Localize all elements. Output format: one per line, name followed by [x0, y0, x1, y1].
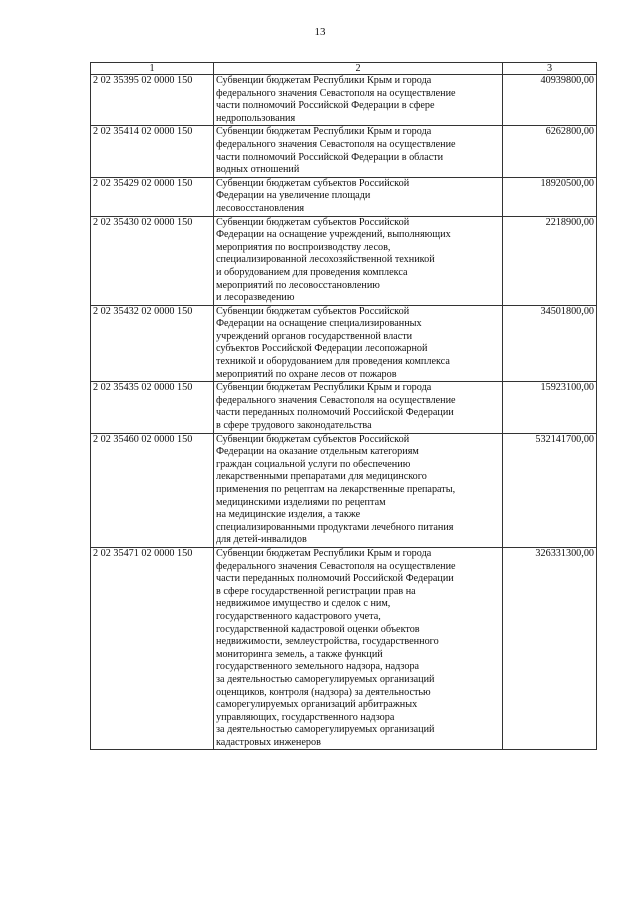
- subvention-description: Субвенции бюджетам субъектов Российской Федерации на увеличение площади лесовосстановления: [214, 177, 503, 216]
- table-row: [91, 177, 597, 216]
- budget-code: 2 02 35430 02 0000 150: [91, 216, 214, 305]
- amount: 2218900,00: [503, 216, 597, 305]
- amount: 18920500,00: [503, 177, 597, 216]
- amount: 34501800,00: [503, 305, 597, 382]
- subvention-description: Субвенции бюджетам субъектов Российской Федерации на оснащение учреждений, выполняющих мероприятия по воспроизводству лесов, специализированной лесохозяйственной техникой и оборудованием для проведения комплекса мероприятий по лесовосстановлению и лесоразведению: [214, 216, 503, 305]
- table-row: [91, 433, 597, 547]
- table-header-row: [91, 63, 597, 75]
- column-header-2: 2: [214, 63, 503, 75]
- subvention-description: Субвенции бюджетам субъектов Российской Федерации на оказание отдельным категориям граждан социальной услуги по обеспечению лекарственными препаратами для медицинского применения по рецептам на лекарственные препараты, медицинскими изделиями по рецептам на медицинские изделия, а также специализированными продуктами лечебного питания для детей-инвалидов: [214, 433, 503, 547]
- subvention-description: Субвенции бюджетам Республики Крым и города федерального значения Севастополя на осуществление части полномочий Российской Федерации в области водных отношений: [214, 126, 503, 177]
- budget-code: 2 02 35432 02 0000 150: [91, 305, 214, 382]
- table-row: [91, 305, 597, 382]
- amount: 40939800,00: [503, 75, 597, 126]
- amount: 532141700,00: [503, 433, 597, 547]
- subvention-description: Субвенции бюджетам Республики Крым и города федерального значения Севастополя на осуществление части полномочий Российской Федерации в сфере недропользования: [214, 75, 503, 126]
- table-row: [91, 75, 597, 126]
- table-row: [91, 547, 597, 750]
- amount: 6262800,00: [503, 126, 597, 177]
- amount: 326331300,00: [503, 547, 597, 750]
- budget-code: 2 02 35414 02 0000 150: [91, 126, 214, 177]
- budget-table: [90, 62, 597, 750]
- subvention-description: Субвенции бюджетам субъектов Российской Федерации на оснащение специализированных учреждений органов государственной власти субъектов Российской Федерации лесопожарной техникой и оборудованием для проведения комплекса мероприятий по охране лесов от пожаров: [214, 305, 503, 382]
- budget-code: 2 02 35435 02 0000 150: [91, 382, 214, 433]
- table-row: [91, 216, 597, 305]
- budget-code: 2 02 35429 02 0000 150: [91, 177, 214, 216]
- budget-code: 2 02 35460 02 0000 150: [91, 433, 214, 547]
- column-header-3: 3: [503, 63, 597, 75]
- subvention-description: Субвенции бюджетам Республики Крым и города федерального значения Севастополя на осуществление части переданных полномочий Российской Федерации в сфере государственной регистрации прав на недвижимое имущество и сделок с ним, государственного кадастрового учета, государственной кадастровой оценки объектов недвижимости, землеустройства, государственного мониторинга земель, а также функций государственного земельного надзора, надзора за деятельностью саморегулируемых организаций оценщиков, контроля (надзора) за деятельностью саморегулируемых организаций арбитражных управляющих, государственного надзора за деятельностью саморегулируемых организаций кадастровых инженеров: [214, 547, 503, 750]
- budget-code: 2 02 35395 02 0000 150: [91, 75, 214, 126]
- column-header-1: 1: [91, 63, 214, 75]
- table-row: [91, 126, 597, 177]
- page-number: 13: [314, 26, 326, 38]
- amount: 15923100,00: [503, 382, 597, 433]
- budget-code: 2 02 35471 02 0000 150: [91, 547, 214, 750]
- subvention-description: Субвенции бюджетам Республики Крым и города федерального значения Севастополя на осуществление части переданных полномочий Российской Федерации в сфере трудового законодательства: [214, 382, 503, 433]
- table-row: [91, 382, 597, 433]
